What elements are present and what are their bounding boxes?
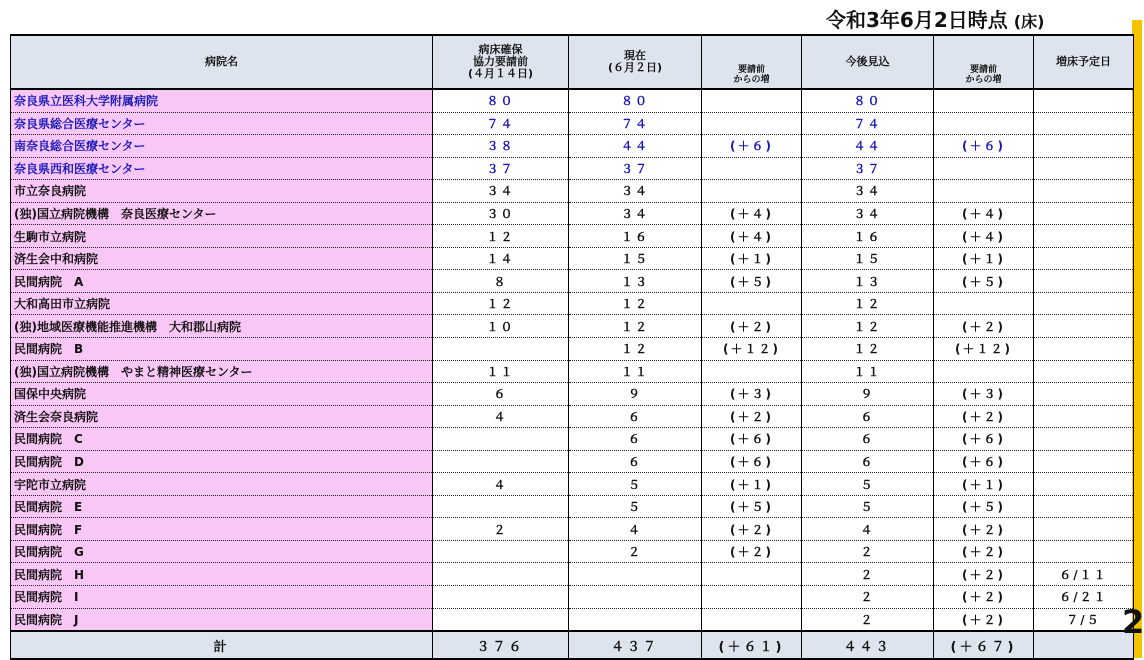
- col-header-current-line1: 現在: [624, 49, 646, 62]
- col-header-current-line2: (６月２日): [607, 61, 663, 74]
- increase-cell: [702, 563, 802, 586]
- before-cell: １０: [433, 315, 569, 338]
- hospital-name-cell: 宇陀市立病院: [11, 473, 433, 496]
- planned-cell: ６/２１: [1034, 586, 1134, 609]
- hospital-name-cell: 生駒市立病院: [11, 225, 433, 248]
- outlook-cell: １２: [802, 338, 934, 361]
- outlook-cell: １１: [802, 360, 934, 383]
- current-cell: ５: [569, 473, 702, 496]
- outlook-increase-cell: (＋２): [934, 586, 1034, 609]
- current-cell: １３: [569, 270, 702, 293]
- increase-cell: (＋３): [702, 383, 802, 406]
- increase-cell: [702, 608, 802, 631]
- hospital-name-cell: 済生会奈良病院: [11, 405, 433, 428]
- col-header-before-line2: 協力要請前: [473, 55, 528, 68]
- outlook-cell: ３４: [802, 202, 934, 225]
- outlook-increase-cell: (＋２): [934, 315, 1034, 338]
- planned-cell: [1034, 428, 1134, 451]
- current-cell: ２: [569, 540, 702, 563]
- outlook-increase-cell: (＋６): [934, 135, 1034, 158]
- increase-cell: [702, 89, 802, 112]
- outlook-increase-cell: (＋２): [934, 405, 1034, 428]
- current-cell: ３７: [569, 157, 702, 180]
- before-cell: [433, 586, 569, 609]
- before-cell: ８０: [433, 89, 569, 112]
- table-total: [11, 631, 1134, 659]
- current-cell: ３４: [569, 180, 702, 203]
- total-planned: [1034, 631, 1134, 659]
- outlook-cell: ３４: [802, 180, 934, 203]
- table-row: [11, 608, 1134, 631]
- col-header-current: [569, 35, 702, 89]
- increase-cell: (＋２): [702, 315, 802, 338]
- table-row: [11, 540, 1134, 563]
- hospital-name-cell: 国保中央病院: [11, 383, 433, 406]
- outlook-cell: ５: [802, 473, 934, 496]
- table-row: [11, 270, 1134, 293]
- table-row: [11, 586, 1134, 609]
- before-cell: ４: [433, 473, 569, 496]
- increase-cell: [702, 292, 802, 315]
- outlook-cell: ２: [802, 608, 934, 631]
- outlook-increase-cell: (＋２): [934, 518, 1034, 541]
- table-row: [11, 225, 1134, 248]
- planned-cell: [1034, 473, 1134, 496]
- before-cell: ３７: [433, 157, 569, 180]
- outlook-increase-cell: [934, 292, 1034, 315]
- table-row: [11, 247, 1134, 270]
- total-outlook-increase: (＋６７): [934, 631, 1034, 659]
- hospital-name-cell: 民間病院 I: [11, 586, 433, 609]
- before-cell: [433, 450, 569, 473]
- outlook-cell: ６: [802, 428, 934, 451]
- planned-cell: [1034, 450, 1134, 473]
- current-cell: [569, 608, 702, 631]
- increase-cell: (＋４): [702, 202, 802, 225]
- outlook-increase-cell: [934, 89, 1034, 112]
- outlook-cell: ２: [802, 563, 934, 586]
- outlook-increase-cell: (＋６): [934, 450, 1034, 473]
- col-header-outlook-increase-line2: からの増: [965, 75, 1002, 85]
- planned-cell: [1034, 383, 1134, 406]
- hospital-name-cell: 奈良県総合医療センター: [11, 112, 433, 135]
- total-outlook: ４４３: [802, 631, 934, 659]
- table-row: [11, 360, 1134, 383]
- planned-cell: [1034, 292, 1134, 315]
- outlook-increase-cell: [934, 360, 1034, 383]
- increase-cell: [702, 360, 802, 383]
- before-cell: ８: [433, 270, 569, 293]
- before-cell: ３４: [433, 180, 569, 203]
- total-row: [11, 631, 1134, 659]
- outlook-cell: ５: [802, 495, 934, 518]
- col-header-increase: [702, 35, 802, 89]
- hospital-name-cell: (独)国立病院機構 奈良医療センター: [11, 202, 433, 225]
- table-row: [11, 405, 1134, 428]
- total-current: ４３７: [569, 631, 702, 659]
- hospital-name-cell: 民間病院 H: [11, 563, 433, 586]
- outlook-cell: ３７: [802, 157, 934, 180]
- outlook-increase-cell: (＋５): [934, 495, 1034, 518]
- outlook-increase-cell: (＋１２): [934, 338, 1034, 361]
- before-cell: ７４: [433, 112, 569, 135]
- col-header-increase-line2: からの増: [733, 75, 770, 85]
- planned-cell: [1034, 112, 1134, 135]
- before-cell: １１: [433, 360, 569, 383]
- before-cell: ４: [433, 405, 569, 428]
- page-number: 2: [1122, 603, 1144, 641]
- outlook-cell: １２: [802, 292, 934, 315]
- planned-cell: [1034, 270, 1134, 293]
- table-row: [11, 135, 1134, 158]
- increase-cell: (＋１): [702, 473, 802, 496]
- increase-cell: (＋２): [702, 518, 802, 541]
- planned-cell: ７/５: [1034, 608, 1134, 631]
- total-label: 計: [11, 631, 433, 659]
- table-row: [11, 338, 1134, 361]
- hospital-name-cell: 南奈良総合医療センター: [11, 135, 433, 158]
- planned-cell: [1034, 405, 1134, 428]
- current-cell: １２: [569, 292, 702, 315]
- table-header: [11, 35, 1134, 89]
- increase-cell: (＋４): [702, 225, 802, 248]
- outlook-increase-cell: (＋６): [934, 428, 1034, 451]
- table-row: [11, 202, 1134, 225]
- table-body: [11, 89, 1134, 631]
- outlook-cell: ２: [802, 540, 934, 563]
- before-cell: [433, 563, 569, 586]
- outlook-increase-cell: [934, 180, 1034, 203]
- before-cell: ２: [433, 518, 569, 541]
- outlook-increase-cell: [934, 157, 1034, 180]
- increase-cell: (＋６): [702, 428, 802, 451]
- current-cell: １２: [569, 315, 702, 338]
- hospital-name-cell: (独)地域医療機能推進機構 大和郡山病院: [11, 315, 433, 338]
- outlook-increase-cell: (＋２): [934, 563, 1034, 586]
- current-cell: ８０: [569, 89, 702, 112]
- planned-cell: [1034, 518, 1134, 541]
- increase-cell: (＋２): [702, 540, 802, 563]
- hospital-name-cell: 市立奈良病院: [11, 180, 433, 203]
- before-cell: [433, 608, 569, 631]
- current-cell: ９: [569, 383, 702, 406]
- increase-cell: [702, 112, 802, 135]
- planned-cell: [1034, 360, 1134, 383]
- hospital-name-cell: 民間病院 G: [11, 540, 433, 563]
- current-cell: ６: [569, 450, 702, 473]
- hospital-name-cell: (独)国立病院機構 やまと精神医療センター: [11, 360, 433, 383]
- table-row: [11, 428, 1134, 451]
- hospital-name-cell: 済生会中和病院: [11, 247, 433, 270]
- hospital-name-cell: 民間病院 E: [11, 495, 433, 518]
- table-row: [11, 292, 1134, 315]
- outlook-increase-cell: (＋５): [934, 270, 1034, 293]
- current-cell: ３４: [569, 202, 702, 225]
- before-cell: [433, 338, 569, 361]
- planned-cell: [1034, 225, 1134, 248]
- outlook-cell: ２: [802, 586, 934, 609]
- current-cell: ４: [569, 518, 702, 541]
- increase-cell: (＋６): [702, 450, 802, 473]
- table-row: [11, 315, 1134, 338]
- table-row: [11, 180, 1134, 203]
- increase-cell: (＋５): [702, 495, 802, 518]
- hospital-name-cell: 民間病院 A: [11, 270, 433, 293]
- outlook-increase-cell: (＋２): [934, 540, 1034, 563]
- unit-label: (床): [1013, 12, 1045, 31]
- outlook-cell: １５: [802, 247, 934, 270]
- hospital-name-cell: 民間病院 F: [11, 518, 433, 541]
- increase-cell: [702, 180, 802, 203]
- table-row: [11, 450, 1134, 473]
- planned-cell: ６/１１: [1034, 563, 1134, 586]
- table-row: [11, 495, 1134, 518]
- hospital-name-cell: 奈良県立医科大学附属病院: [11, 89, 433, 112]
- current-cell: １６: [569, 225, 702, 248]
- date-label: 令和3年6月2日時点: [826, 8, 1008, 32]
- date-stamp: [826, 4, 1126, 33]
- col-header-increase-line1: 要請前: [737, 65, 765, 75]
- table-row: [11, 473, 1134, 496]
- col-header-outlook: 今後見込: [802, 35, 934, 89]
- current-cell: １２: [569, 338, 702, 361]
- total-before: ３７６: [433, 631, 569, 659]
- increase-cell: (＋１２): [702, 338, 802, 361]
- col-header-before: [433, 35, 569, 89]
- outlook-increase-cell: (＋４): [934, 202, 1034, 225]
- before-cell: １２: [433, 292, 569, 315]
- hospital-name-cell: 奈良県西和医療センター: [11, 157, 433, 180]
- planned-cell: [1034, 315, 1134, 338]
- hospital-name-cell: 民間病院 J: [11, 608, 433, 631]
- total-increase: (＋６１): [702, 631, 802, 659]
- table-row: [11, 383, 1134, 406]
- before-cell: １２: [433, 225, 569, 248]
- hospital-name-cell: 大和高田市立病院: [11, 292, 433, 315]
- planned-cell: [1034, 135, 1134, 158]
- table-row: [11, 112, 1134, 135]
- col-header-outlook-increase: [934, 35, 1034, 89]
- current-cell: １５: [569, 247, 702, 270]
- col-header-hospital: 病院名: [11, 35, 433, 89]
- outlook-cell: １６: [802, 225, 934, 248]
- current-cell: ７４: [569, 112, 702, 135]
- before-cell: [433, 428, 569, 451]
- outlook-cell: ７４: [802, 112, 934, 135]
- hospital-name-cell: 民間病院 B: [11, 338, 433, 361]
- current-cell: ６: [569, 405, 702, 428]
- before-cell: １４: [433, 247, 569, 270]
- outlook-cell: ４: [802, 518, 934, 541]
- outlook-increase-cell: (＋２): [934, 608, 1034, 631]
- increase-cell: (＋５): [702, 270, 802, 293]
- outlook-increase-cell: (＋３): [934, 383, 1034, 406]
- table-row: [11, 157, 1134, 180]
- current-cell: １１: [569, 360, 702, 383]
- increase-cell: (＋２): [702, 405, 802, 428]
- outlook-cell: ８０: [802, 89, 934, 112]
- current-cell: ４４: [569, 135, 702, 158]
- col-header-outlook-increase-line1: 要請前: [969, 65, 997, 75]
- col-header-before-line3: (４月１４日): [467, 67, 534, 80]
- increase-cell: (＋６): [702, 135, 802, 158]
- outlook-cell: ６: [802, 450, 934, 473]
- before-cell: [433, 540, 569, 563]
- hospital-name-cell: 民間病院 C: [11, 428, 433, 451]
- outlook-increase-cell: (＋１): [934, 473, 1034, 496]
- outlook-cell: １３: [802, 270, 934, 293]
- planned-cell: [1034, 540, 1134, 563]
- table-row: [11, 563, 1134, 586]
- outlook-increase-cell: (＋１): [934, 247, 1034, 270]
- before-cell: ３０: [433, 202, 569, 225]
- planned-cell: [1034, 247, 1134, 270]
- before-cell: ３８: [433, 135, 569, 158]
- outlook-cell: ６: [802, 405, 934, 428]
- planned-cell: [1034, 157, 1134, 180]
- before-cell: ６: [433, 383, 569, 406]
- current-cell: [569, 586, 702, 609]
- outlook-cell: ９: [802, 383, 934, 406]
- outlook-increase-cell: (＋４): [934, 225, 1034, 248]
- increase-cell: [702, 586, 802, 609]
- increase-cell: [702, 157, 802, 180]
- increase-cell: (＋１): [702, 247, 802, 270]
- hospital-name-cell: 民間病院 D: [11, 450, 433, 473]
- before-cell: [433, 495, 569, 518]
- planned-cell: [1034, 495, 1134, 518]
- outlook-cell: １２: [802, 315, 934, 338]
- planned-cell: [1034, 202, 1134, 225]
- outlook-cell: ４４: [802, 135, 934, 158]
- col-header-planned: 増床予定日: [1034, 35, 1134, 89]
- hospital-bed-table: [10, 34, 1134, 660]
- planned-cell: [1034, 180, 1134, 203]
- planned-cell: [1034, 89, 1134, 112]
- table-row: [11, 89, 1134, 112]
- current-cell: [569, 563, 702, 586]
- current-cell: ５: [569, 495, 702, 518]
- planned-cell: [1034, 338, 1134, 361]
- table-row: [11, 518, 1134, 541]
- outlook-increase-cell: [934, 112, 1034, 135]
- current-cell: ６: [569, 428, 702, 451]
- col-header-before-line1: 病床確保: [478, 43, 523, 56]
